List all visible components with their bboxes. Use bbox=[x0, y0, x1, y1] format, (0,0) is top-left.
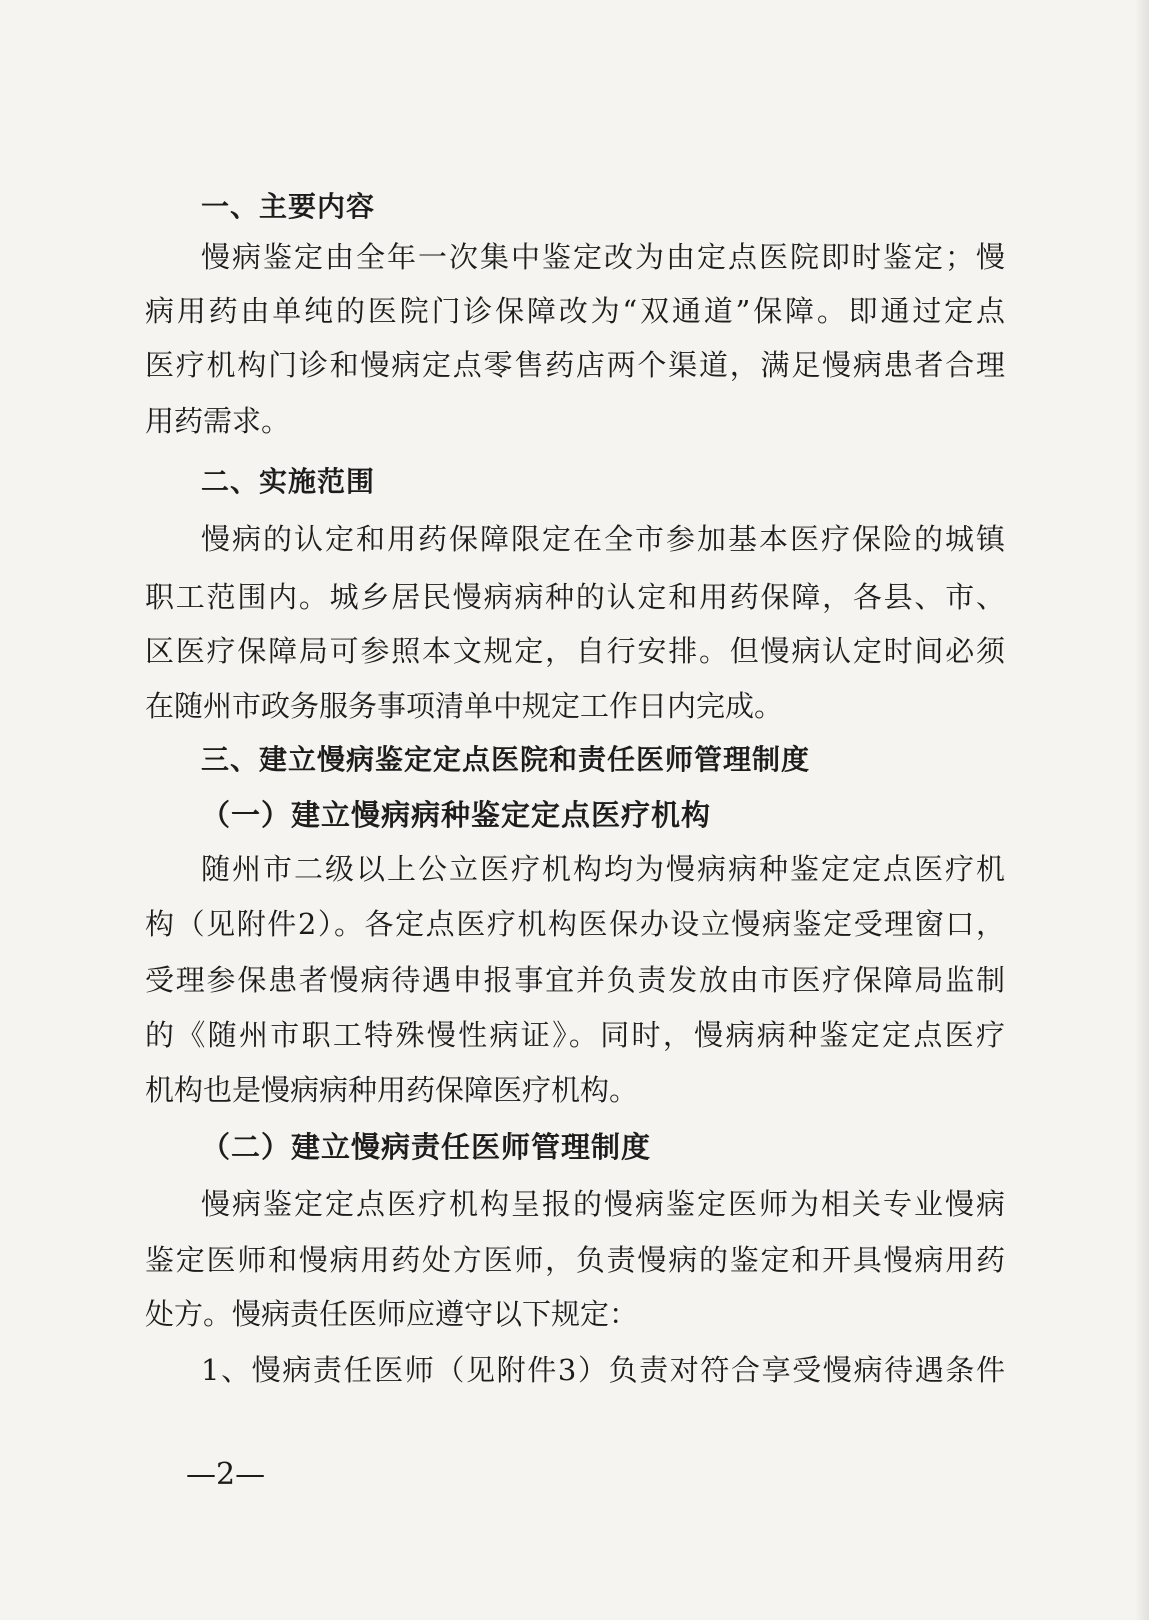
paragraph-line: 区医疗保障局可参照本文规定，自行安排。但慢病认定时间必须 bbox=[145, 634, 1005, 668]
paragraph-line: 慢病的认定和用药保障限定在全市参加基本医疗保险的城镇 bbox=[201, 522, 1005, 556]
paragraph-line: 1、慢病责任医师（见附件3）负责对符合享受慢病待遇条件 bbox=[201, 1353, 1005, 1387]
paragraph-line: 病用药由单纯的医院门诊保障改为“双通道”保障。即通过定点 bbox=[145, 294, 1005, 328]
scan-edge-shadow bbox=[1135, 0, 1149, 1620]
section-1-heading: 一、主要内容 bbox=[201, 190, 376, 223]
paragraph-line: 的《随州市职工特殊慢性病证》。同时，慢病病种鉴定定点医疗 bbox=[145, 1018, 1005, 1052]
paragraph-line: 在随州市政务服务事项清单中规定工作日内完成。 bbox=[145, 689, 784, 723]
paragraph-line: 用药需求。 bbox=[145, 404, 291, 438]
section-2-heading: 二、实施范围 bbox=[201, 465, 376, 498]
paragraph-line: 受理参保患者慢病待遇申报事宜并负责发放由市医疗保障局监制 bbox=[145, 963, 1005, 997]
paragraph-line: 处方。慢病责任医师应遵守以下规定： bbox=[145, 1297, 639, 1331]
section-3-heading: 三、建立慢病鉴定定点医院和责任医师管理制度 bbox=[201, 743, 811, 776]
paragraph-line: 医疗机构门诊和慢病定点零售药店两个渠道，满足慢病患者合理 bbox=[145, 348, 1005, 382]
paragraph-line: 鉴定医师和慢病用药处方医师，负责慢病的鉴定和开具慢病用药 bbox=[145, 1243, 1005, 1277]
paragraph-line: 职工范围内。城乡居民慢病病种的认定和用药保障，各县、市、 bbox=[145, 580, 1005, 614]
paragraph-line: 机构也是慢病病种用药保障医疗机构。 bbox=[145, 1073, 639, 1107]
page-number: —2— bbox=[186, 1457, 266, 1492]
paragraph-line: 慢病鉴定由全年一次集中鉴定改为由定点医院即时鉴定；慢 bbox=[201, 240, 1005, 274]
paragraph-line: 慢病鉴定定点医疗机构呈报的慢病鉴定医师为相关专业慢病 bbox=[201, 1187, 1005, 1221]
paragraph-line: 构（见附件2）。各定点医疗机构医保办设立慢病鉴定受理窗口， bbox=[145, 907, 1005, 941]
section-3-subheading-1: （一）建立慢病病种鉴定定点医疗机构 bbox=[201, 798, 712, 832]
section-3-subheading-2: （二）建立慢病责任医师管理制度 bbox=[201, 1130, 652, 1164]
paragraph-line: 随州市二级以上公立医疗机构均为慢病病种鉴定定点医疗机 bbox=[201, 852, 1005, 886]
